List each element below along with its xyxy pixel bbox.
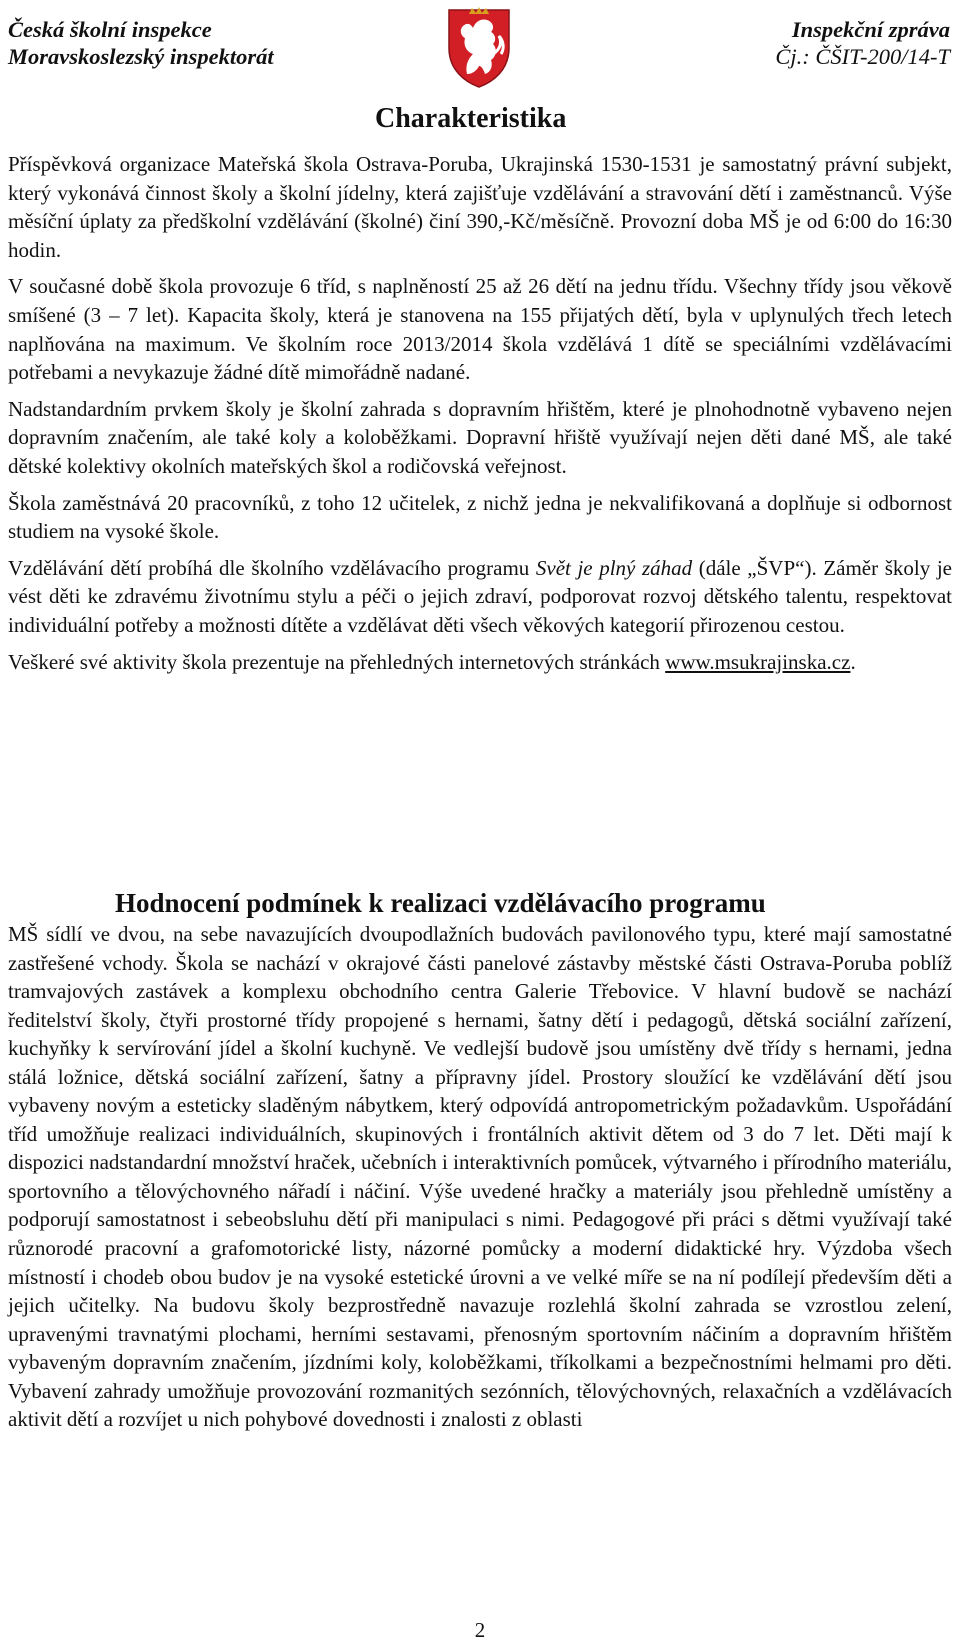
text-run: Veškeré své aktivity škola prezentuje na přehledných internetových stránkách xyxy=(8,649,666,674)
text-run: Vzdělávání dětí probíhá dle školního vzdělávacího programu xyxy=(8,555,536,580)
text-run: (dále „ŠVP“). Záměr školy je vést děti ke zdravému životnímu stylu a péči o jejich zdraví, podporovat rozvoj dětského talentu, respektovat individuální potřeby a možnosti dítěte a vzdělávat děti všech věkových kategorií přirozenou cestou. xyxy=(8,555,952,637)
section-title-conditions: Hodnocení podmínek k realizaci vzdělávacího programu xyxy=(115,888,766,918)
section-characteristics xyxy=(8,150,952,676)
paragraph: Škola zaměstnává 20 pracovníků, z toho 12 učitelek, z nichž jedna je nekvalifikovaná a doplňuje si odbornost studiem na vysoké škole. xyxy=(8,490,952,544)
czech-coat-of-arms-icon xyxy=(445,4,513,88)
institution-name: Česká školní inspekce xyxy=(8,17,212,42)
reference-number: Čj.: ČŠIT-200/14-T xyxy=(775,44,950,69)
paragraph: Příspěvková organizace Mateřská škola Ostrava-Poruba, Ukrajinská 1530-1531 je samostatný právní subjekt, který vykonává činnost školy a školní jídelny, která zajišťuje vzdělávání a stravování dětí i zaměstnanců. Výše měsíční úplaty za předškolní vzdělávání (školné) činí 390,-Kč/měsíčně. Provozní doba MŠ je od 6:00 do 16:30 hodin. xyxy=(8,152,952,262)
section-conditions xyxy=(8,920,952,1434)
paragraph: MŠ sídlí ve dvou, na sebe navazujících dvoupodlažních budovách pavilonového typu, které mají samostatné zastřešené vchody. Škola se nachází v okrajové části panelové zástavby městské části Ostrava-Poruba poblíž tramvajových zastávek a komplexu obchodního centra Galerie Třebovice. V hlavní budově se nachází ředitelství školy, čtyři prostorné třídy propojené s hernami, šatny dětí i pedagogů, dětská sociální zařízení, kuchyňky k servírování jídel a školní kuchyně. Ve vedlejší budově jsou umístěny dvě třídy s hernami, jedna stálá ložnice, dětská sociální zařízení, šatny a přípravny jídel. Prostory sloužící ke vzdělávání dětí jsou vybaveny novým a esteticky sladěným nábytkem, který odpovídá antropometrickým požadavkům. Uspořádání tříd umožňuje realizaci individuálních, skupinových i frontálních aktivit dětem od 3 do 7 let. Děti mají k dispozici nadstandardní množství hraček, učebních i interaktivních pomůcek, výtvarného i přírodního materiálu, sportovního a tělovýchovného nářadí i náčiní. Výše uvedené hračky a materiály jsou přehledně umístěny a podporují samostatnost i sebeobsluhu dětí při manipulaci s nimi. Pedagogové při práci s dětmi využívají také různorodé pracovní a grafomotorické listy, názorné pomůcky a moderní didaktické hry. Výzdoba všech místností i chodeb obou budov je na vysoké estetické úrovni a ve velké míře se na ní podílejí především děti a jejich učitelky. Na budovu školy bezprostředně navazuje rozlehlá školní zahrada se vzrostlou zelení, upravenými travnatými plochami, herními sestavami, přenosným sportovním náčiním a dopravním hřištěm vybaveným dopravním značením, jízdními koly, koloběžkami, tříkolkami a bezpečnostními helmami pro děti. Vybavení zahrady umožňuje provozování rozmanitých sezónních, tělovýchovných, relaxačních a vzdělávacích aktivit dětí a rozvíjet u nich pohybové dovednosti i znalosti z oblasti xyxy=(8,922,952,1432)
paragraph xyxy=(8,554,952,640)
text-run: . xyxy=(850,649,856,674)
website-link[interactable]: www.msukrajinska.cz xyxy=(665,649,851,674)
program-name: Svět je plný záhad xyxy=(535,555,693,580)
header-right xyxy=(775,16,950,70)
inspectorate-name: Moravskoslezský inspektorát xyxy=(8,44,274,69)
report-type: Inspekční zpráva xyxy=(791,17,950,42)
paragraph: V současné době škola provozuje 6 tříd, s naplněností 25 až 26 dětí na jednu třídu. Všechny třídy jsou věkově smíšené (3 – 7 let). Kapacita školy, která je stanovena na 155 přijatých dětí, byla v uplynulých třech letech naplňována na maximum. Ve školním roce 2013/2014 škola vzdělává 1 dítě se speciálními vzdělávacími potřebami a nevykazuje žádné dítě mimořádně nadané. xyxy=(8,274,952,385)
section-title-characteristics: Charakteristika xyxy=(375,103,567,134)
paragraph xyxy=(8,648,952,677)
header-left xyxy=(8,16,274,70)
paragraph: Nadstandardním prvkem školy je školní zahrada s dopravním hřištěm, které je plnohodnotně vybaveno nejen dopravním značením, ale také koly a koloběžkami. Dopravní hřiště využívají nejen děti dané MŠ, ale také dětské kolektivy okolních mateřských škol a rodičovská veřejnost. xyxy=(8,396,952,478)
page-number: 2 xyxy=(474,1618,486,1642)
